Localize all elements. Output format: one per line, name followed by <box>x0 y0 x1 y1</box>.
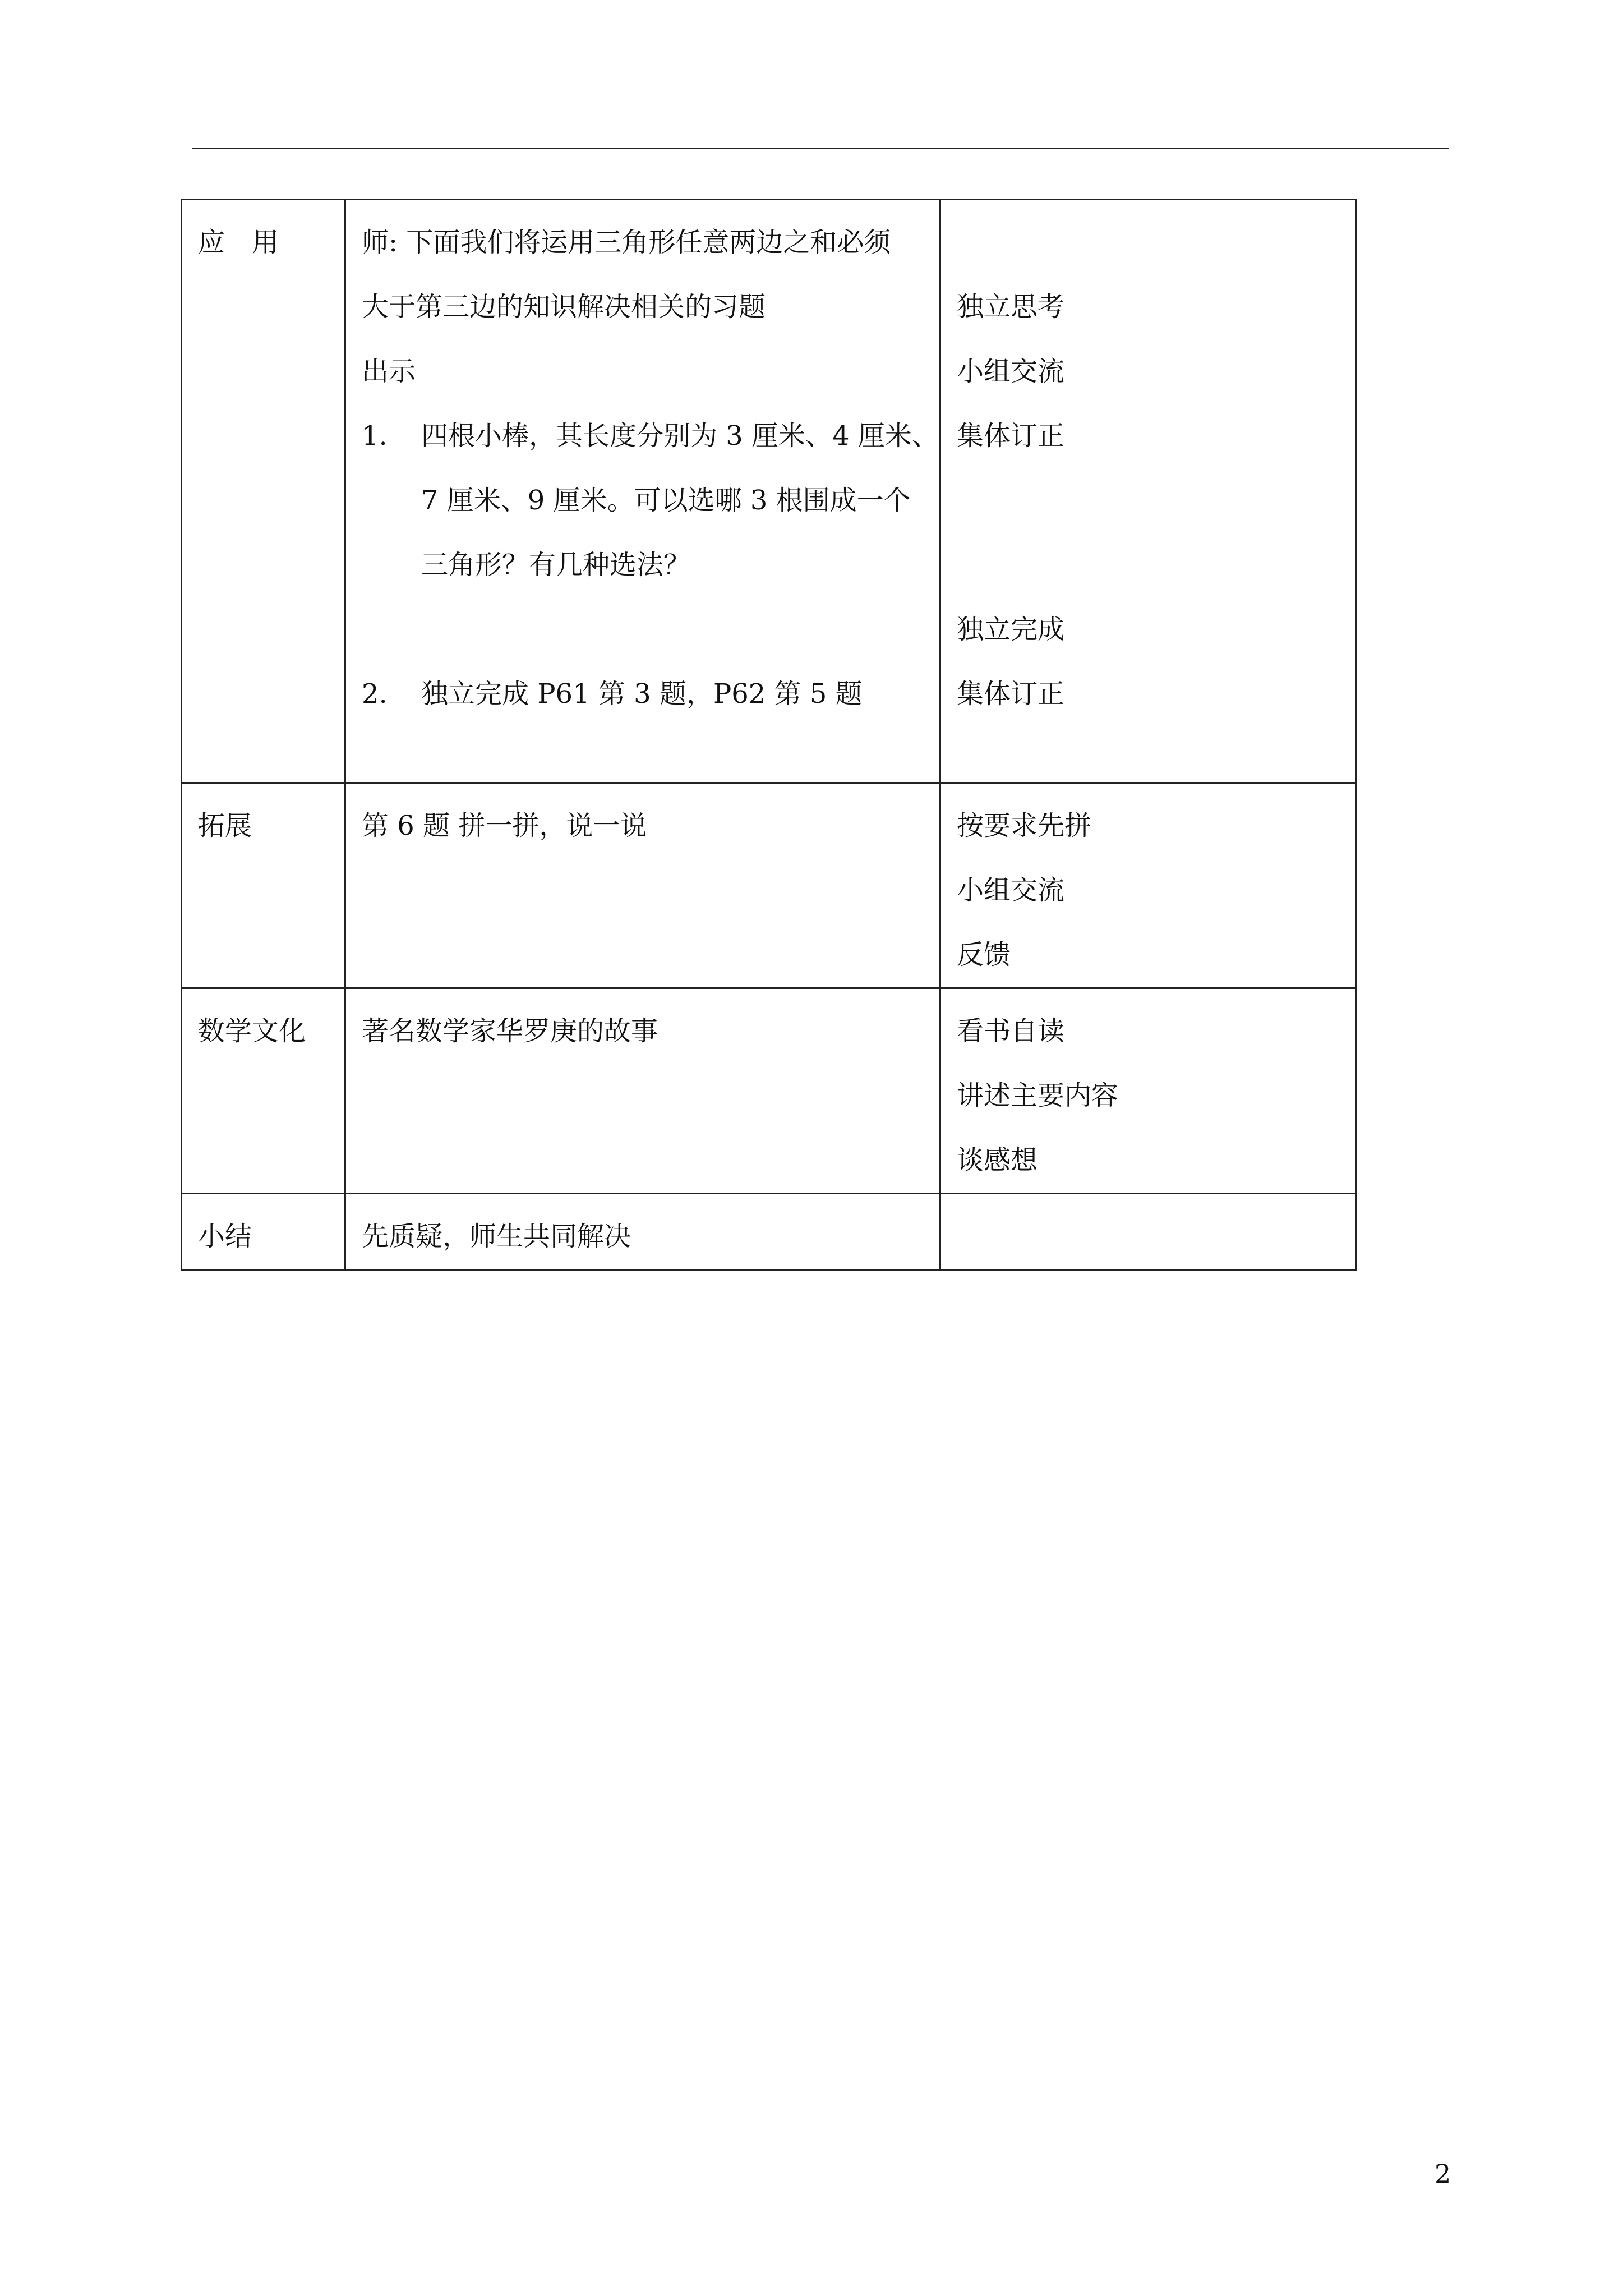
activity-line: 集体订正 <box>957 678 1065 710</box>
item-number: 2. <box>362 678 388 710</box>
activity-line: 按要求先拼 <box>957 810 1092 841</box>
section-label: 数学文化 <box>198 1015 306 1047</box>
page-number: 2 <box>1435 2159 1451 2189</box>
content-cell-math-culture <box>345 988 940 1194</box>
blank-line <box>957 468 1340 533</box>
blank-line <box>362 597 925 662</box>
item-number: 1. <box>362 420 388 452</box>
table-row-extension <box>182 783 1356 988</box>
activity-line: 集体订正 <box>957 420 1065 452</box>
exercise-item-1 <box>362 404 939 468</box>
section-cell-summary <box>182 1194 345 1270</box>
activity-line: 独立完成 <box>957 614 1065 645</box>
content-cell-summary <box>345 1194 940 1270</box>
exercise-item-2 <box>362 662 925 726</box>
content-line: 先质疑，师生共同解决 <box>362 1221 631 1252</box>
section-label: 应 用 <box>198 227 279 258</box>
section-cell-application <box>182 200 345 783</box>
blank-line <box>957 210 1340 275</box>
content-cell-application <box>345 200 940 783</box>
activity-line: 看书自读 <box>957 1015 1065 1047</box>
activity-cell-application <box>940 200 1356 783</box>
content-line: 师: 下面我们将运用三角形任意两边之和必须 <box>362 227 891 258</box>
activity-line: 小组交流 <box>957 356 1065 387</box>
item-line: 三角形？有几种选法？ <box>421 549 691 581</box>
content-cell-extension <box>345 783 940 988</box>
table-row-application <box>182 200 1356 783</box>
activity-line: 小组交流 <box>957 875 1065 906</box>
activity-line: 独立思考 <box>957 291 1065 323</box>
content-line: 第 6 题 拼一拼，说一说 <box>362 810 647 841</box>
content-line: 大于第三边的知识解决相关的习题 <box>362 291 766 323</box>
blank-line <box>957 533 1340 597</box>
section-cell-math-culture <box>182 988 345 1194</box>
content-line: 出示 <box>362 356 416 387</box>
section-label: 拓展 <box>198 810 252 841</box>
activity-cell-summary <box>940 1194 1356 1270</box>
item-line: 四根小棒，其长度分别为 3 厘米、4 厘米、 <box>421 420 939 452</box>
section-cell-extension <box>182 783 345 988</box>
lesson-plan-table <box>181 199 1357 1271</box>
activity-line: 讲述主要内容 <box>957 1080 1119 1111</box>
table-row-summary <box>182 1194 1356 1270</box>
activity-cell-extension <box>940 783 1356 988</box>
header-rule <box>192 148 1449 149</box>
content-line: 著名数学家华罗庚的故事 <box>362 1015 658 1047</box>
item-line: 7 厘米、9 厘米。可以选哪 3 根围成一个 <box>421 485 911 516</box>
table-row-math-culture <box>182 988 1356 1194</box>
section-label: 小结 <box>198 1221 252 1252</box>
activity-cell-math-culture <box>940 988 1356 1194</box>
item-line: 独立完成 P61 第 3 题，P62 第 5 题 <box>421 678 863 710</box>
activity-line: 谈感想 <box>957 1144 1038 1176</box>
activity-line: 反馈 <box>957 939 1011 970</box>
